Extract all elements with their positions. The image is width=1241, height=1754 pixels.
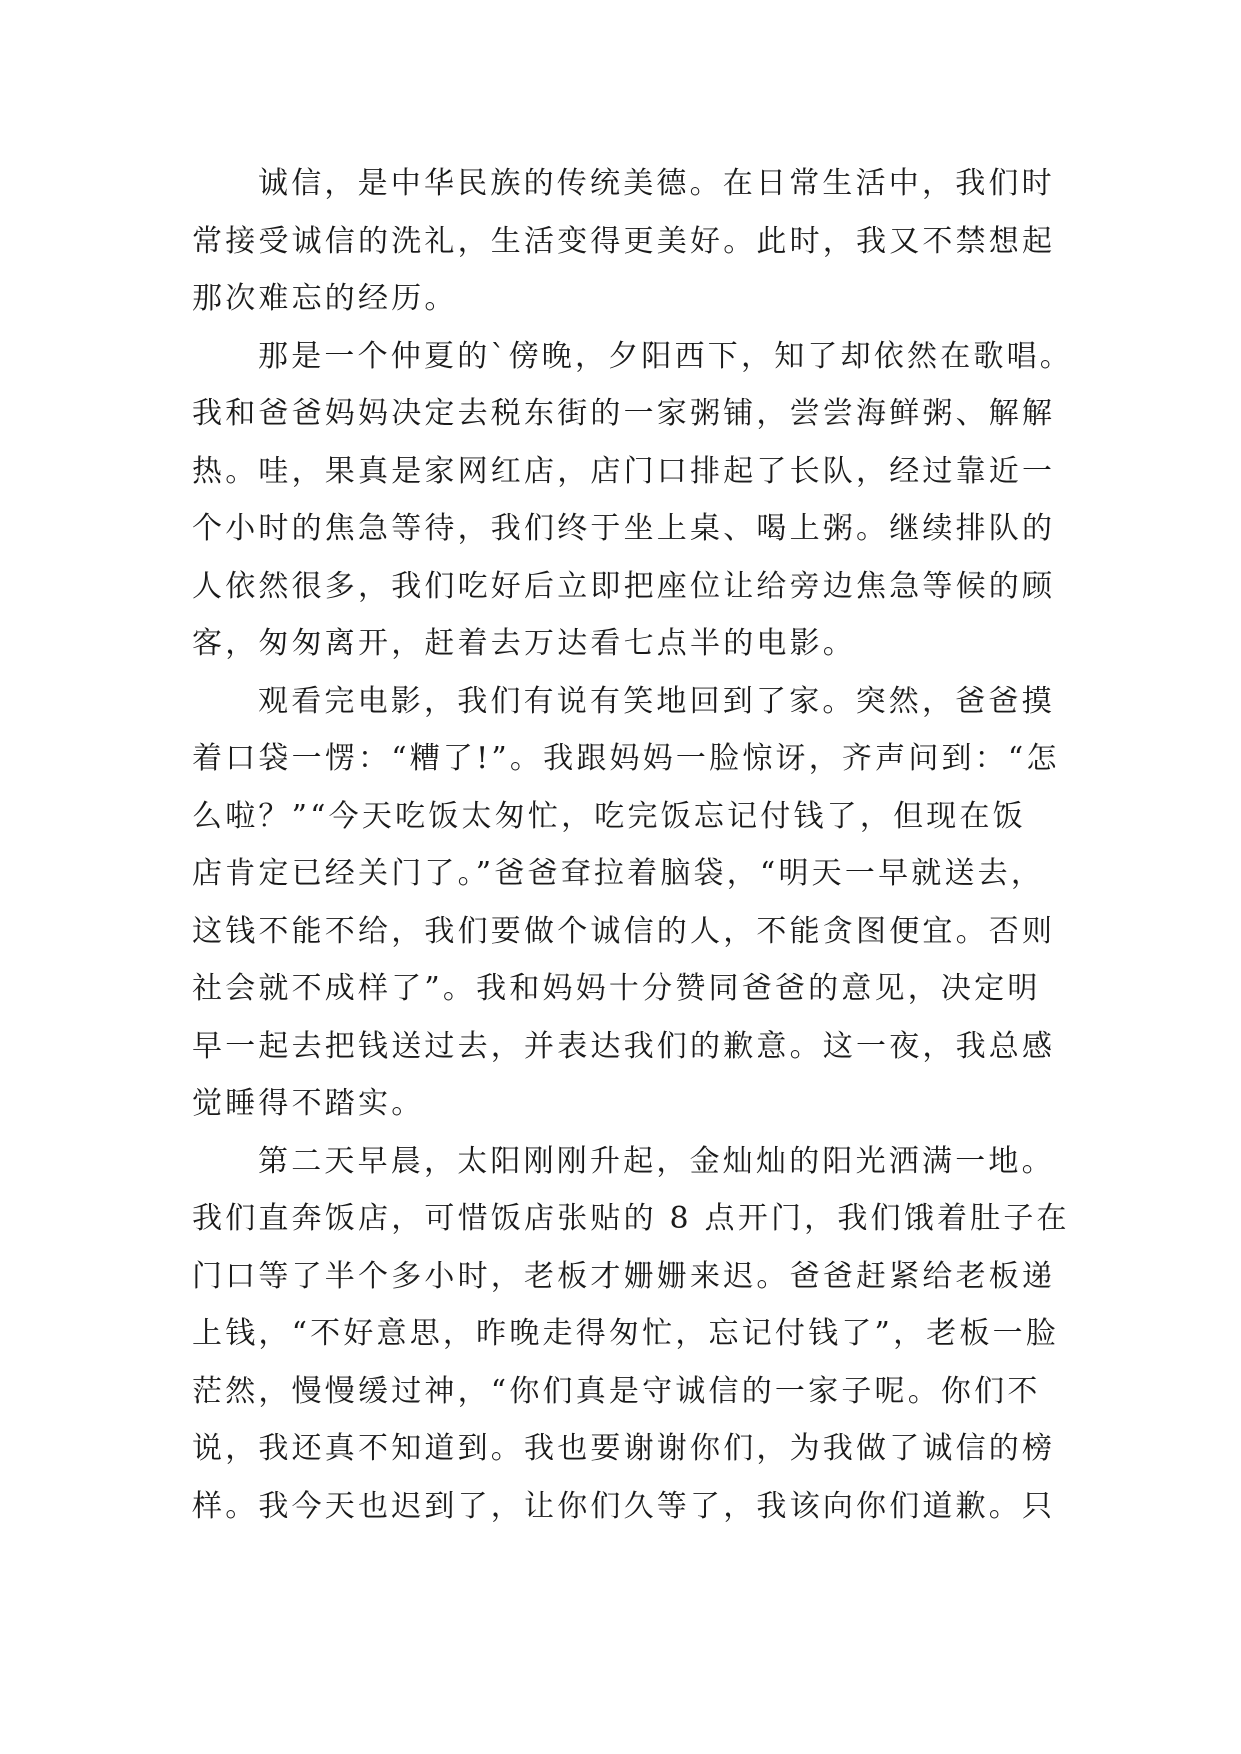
text-line: 第二天早晨，太阳刚刚升起，金灿灿的阳光洒满一地。 xyxy=(258,1143,1055,1179)
text-line: 个小时的焦急等待，我们终于坐上桌、喝上粥。继续排队的 xyxy=(192,511,1056,546)
text-line: 上钱，“不好意思，昨晚走得匆忙，忘记付钱了”，老板一脸 xyxy=(192,1316,1060,1351)
text-line: 我们直奔饭店，可惜饭店张贴的 8 点开门，我们饿着肚子在 xyxy=(192,1201,1070,1236)
text-line: 觉睡得不踏实。 xyxy=(192,1086,425,1121)
text-line: 那是一个仲夏的`傍晚，夕阳西下，知了却依然在歌唱。 xyxy=(258,338,1073,374)
text-line: 人依然很多，我们吃好后立即把座位让给旁边焦急等候的顾 xyxy=(192,568,1056,604)
text-line: 我和爸爸妈妈决定去税东街的一家粥铺，尝尝海鲜粥、解解 xyxy=(192,396,1056,431)
text-line: 常接受诚信的洗礼，生活变得更美好。此时，我又不禁想起 xyxy=(192,223,1056,259)
text-line: 着口袋一愣：“糟了!”。我跟妈妈一脸惊讶，齐声问到：“怎 xyxy=(192,741,1060,776)
text-line: 茫然，慢慢缓过神，“你们真是守诚信的一家子呢。你们不 xyxy=(192,1373,1041,1409)
text-line: 这钱不能不给，我们要做个诚信的人，不能贪图便宜。否则 xyxy=(192,913,1056,949)
text-line: 诚信，是中华民族的传统美德。在日常生活中，我们时 xyxy=(258,166,1055,201)
text-line: 客，匆匆离开，赶着去万达看七点半的电影。 xyxy=(192,626,856,661)
text-line: 么啦？”“今天吃饭太匆忙，吃完饭忘记付钱了，但现在饭 xyxy=(192,798,1026,834)
essay-body xyxy=(192,155,1072,1535)
text-line: 早一起去把钱送过去，并表达我们的歉意。这一夜，我总感 xyxy=(192,1028,1056,1064)
text-line: 热。哇，果真是家网红店，店门口排起了长队，经过靠近一 xyxy=(192,453,1056,489)
text-line: 那次难忘的经历。 xyxy=(192,281,458,316)
text-line: 样。我今天也迟到了，让你们久等了，我该向你们道歉。只 xyxy=(192,1488,1056,1524)
text-line: 门口等了半个多小时，老板才姗姗来迟。爸爸赶紧给老板递 xyxy=(192,1258,1056,1294)
text-line: 店肯定已经关门了。”爸爸耷拉着脑袋，“明天一早就送去， xyxy=(192,856,1045,891)
text-line: 说，我还真不知道到。我也要谢谢你们，为我做了诚信的榜 xyxy=(192,1431,1056,1466)
text-line: 观看完电影，我们有说有笑地回到了家。突然，爸爸摸 xyxy=(258,683,1055,719)
text-line: 社会就不成样了”。我和妈妈十分赞同爸爸的意见，决定明 xyxy=(192,971,1041,1006)
